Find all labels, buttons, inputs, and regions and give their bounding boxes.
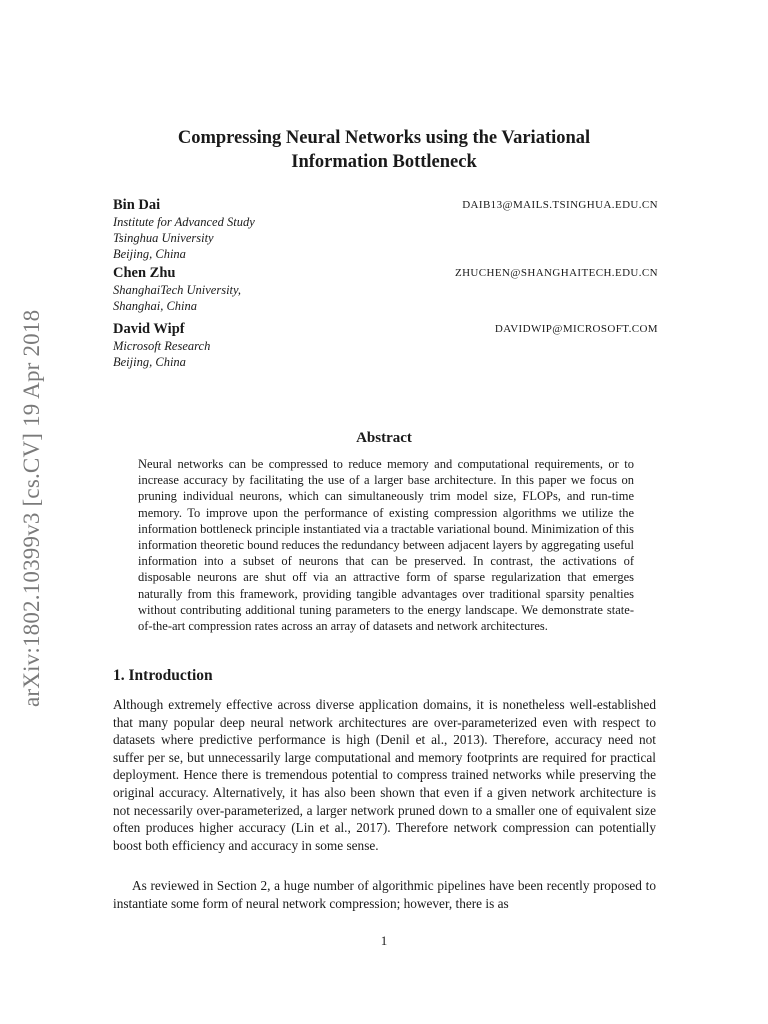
title-line: Information Bottleneck xyxy=(291,152,477,172)
arxiv-identifier-stamp: arXiv:1802.10399v3 [cs.CV] 19 Apr 2018 xyxy=(19,309,44,707)
author-block xyxy=(113,197,658,262)
author-block xyxy=(113,321,658,370)
section-heading-introduction: 1. Introduction xyxy=(113,667,213,684)
author-name: Bin Dai xyxy=(113,197,161,213)
author-affiliation-line: Shanghai, China xyxy=(113,299,198,313)
author-name: Chen Zhu xyxy=(113,265,176,281)
abstract-text: Neural networks can be compressed to reduce memory and computational requirements, or to increase accuracy by facilitating the use of a larger base architecture. In this paper we focus on pruning individual neurons, which can simultaneously trim model size, FLOPs, and run-time memory. To improve upon the performance of existing compression algorithms we utilize the information bottleneck principle instantiated via a tractable variational bound. Minimization of this information theoretic bound reduces the redundancy between adjacent layers by aggregating useful information into a subset of neurons that can be preserved. In contrast, the activations of disposable neurons are shut off via an attractive form of sparse regularization that emerges naturally from this framework, providing tangible advantages over traditional sparsity penalties without contributing additional tuning parameters to the energy landscape. We demonstrate state-of-the-art compression rates across an array of datasets and network architectures. xyxy=(138,457,634,634)
title-line: Compressing Neural Networks using the Variational xyxy=(177,128,591,148)
introduction-paragraph: Although extremely effective across diverse application domains, it is nonetheless well-established that many popular deep neural network architectures are over-parameterized even with respect to datasets where predictive performance is high (Denil et al., 2013). Therefore, accuracy need not suffer per se, but unnecessarily large computational and memory footprints are required for practical deployment. Hence there is tremendous potential to compress trained networks while preserving the original accuracy. Alternatively, it has also been shown that even if a given network architecture is not necessarily over-parameterized, a larger network pruned down to a smaller one of equivalent size often produces higher accuracy (Lin et al., 2017). Therefore network compression can potentially boost both efficiency and accuracy in some sense. xyxy=(113,697,656,853)
author-affiliation-line: ShanghaiTech University, xyxy=(113,283,242,297)
author-block xyxy=(113,265,658,314)
paper-title xyxy=(100,126,668,174)
author-affiliation-line: Institute for Advanced Study xyxy=(113,215,255,229)
abstract-heading: Abstract xyxy=(356,430,412,446)
author-affiliation-line: Microsoft Research xyxy=(113,339,211,353)
page-number: 1 xyxy=(380,933,388,948)
author-email[interactable]: DAVIDWIP@MICROSOFT.COM xyxy=(494,323,658,335)
author-email[interactable]: ZHUCHEN@SHANGHAITECH.EDU.CN xyxy=(454,267,658,279)
author-name: David Wipf xyxy=(113,321,185,337)
author-email[interactable]: DAIB13@MAILS.TSINGHUA.EDU.CN xyxy=(462,199,658,211)
introduction-paragraph: As reviewed in Section 2, a huge number of algorithmic pipelines have been recently proposed to instantiate some form of neural network compression; however, there is as xyxy=(113,878,656,911)
author-affiliation-line: Beijing, China xyxy=(113,247,186,261)
author-affiliation-line: Tsinghua University xyxy=(113,231,214,245)
author-affiliation-line: Beijing, China xyxy=(113,355,186,369)
